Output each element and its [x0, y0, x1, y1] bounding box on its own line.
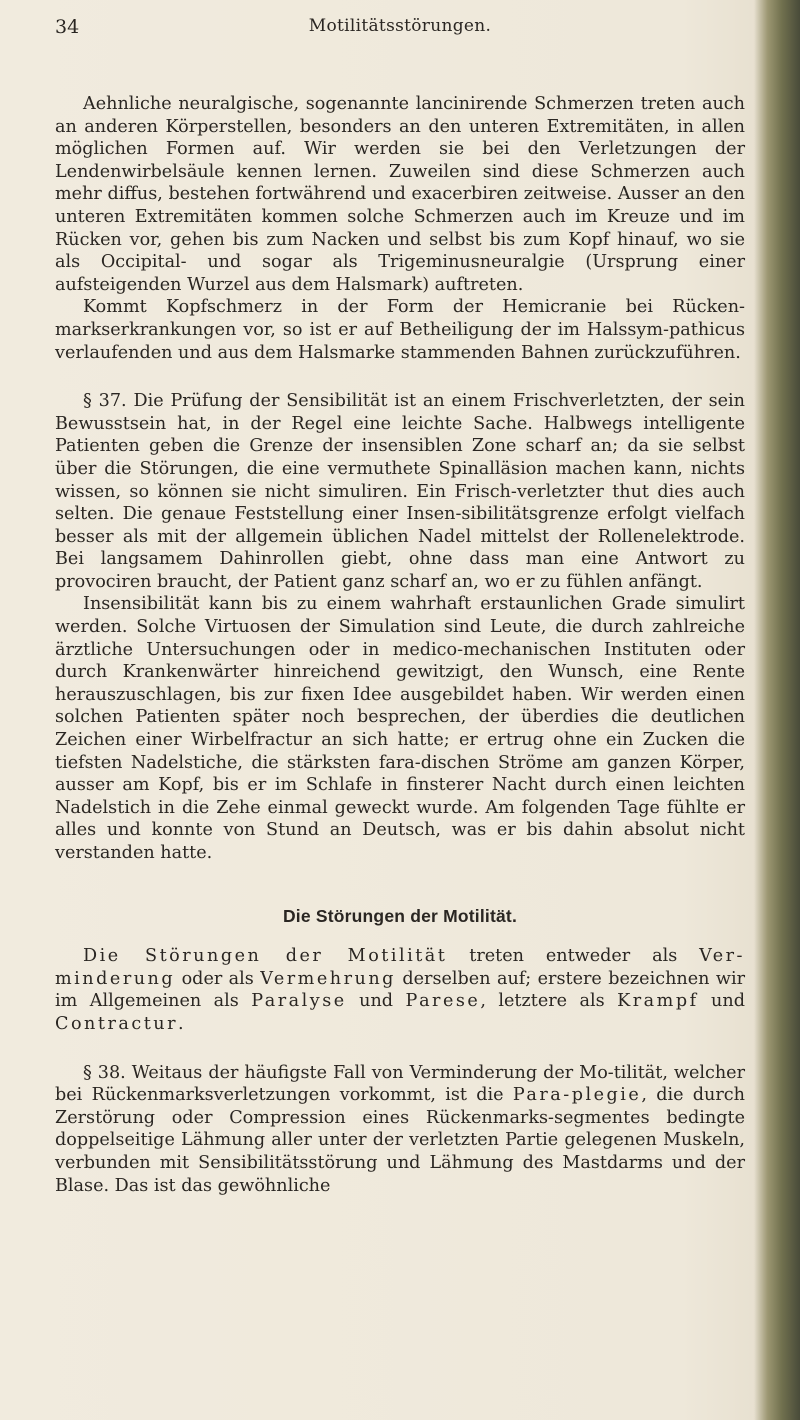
term-contractur: Contractur	[55, 1013, 179, 1034]
running-head	[55, 16, 745, 40]
paragraph-motility-disorders: Die Störungen der Motilität treten entweder als Ver-minderung oder als Vermehrung derselben auf; erstere bezeichnen wir im Allgemeinen als Paralyse und Parese, letztere als Krampf und Contractur.	[55, 946, 745, 1034]
page-binding-edge	[754, 0, 800, 1420]
section-heading: Die Störungen der Motilität.	[282, 905, 518, 926]
paragraph-section-38: § 38. Weitaus der häufigste Fall von Verminderung der Mo-tilität, welcher bei Rückenmarksverletzungen vorkommt, ist die Para-plegie, die durch Zerstörung oder Compression eines Rückenmarks-segmentes bedingte doppelseitige Lähmung aller unter der verletzten Partie gelegenen Muskeln, verbunden mit Sensibilitätsstörung und Lähmung des Mastdarms und der Blase. Das ist das gewöhnliche	[55, 1062, 745, 1196]
paragraph-simulation: Insensibilität kann bis zu einem wahrhaft erstaunlichen Grade simulirt werden. Solche Virtuosen der Simulation sind Leute, die durch zahlreiche ärztliche Untersuchungen oder in medico-mechanischen Instituten oder durch Krankenwärter hinreichend gewitzigt, den Wunsch, eine Rente herauszuschlagen, bis zur fixen Idee ausgebildet haben. Wir werden einen solchen Patienten später noch besprechen, der überdies die deutlichen Zeichen einer Wirbelfractur an sich hatte; er ertrug ohne ein Zucken die tiefsten Nadelstiche, die stärksten fara-dischen Ströme am ganzen Körper, ausser am Kopf, bis er im Schlafe in finsterer Nacht durch einen leichten Nadelstich in die Zehe einmal geweckt wurde. Am folgenden Tage fühlte er alles und konnte von Stund an Deutsch, was er bis dahin absolut nicht verstanden hatte.	[55, 594, 745, 863]
paragraph-neuralgic-pain: Aehnliche neuralgische, sogenannte lancinirende Schmerzen treten auch an anderen Körperstellen, besonders an den unteren Extremitäten, in allen möglichen Formen auf. Wir werden sie bei den Verletzungen der Lendenwirbelsäule kennen lernen. Zuweilen sind diese Schmerzen auch mehr diffus, bestehen fortwährend und exacerbiren zeitweise. Ausser an den unteren Extremitäten kommen solche Schmerzen auch im Kreuze und im Rücken vor, gehen bis zum Nacken und selbst bis zum Kopf hinauf, wo sie als Occipital- und sogar als Trigeminusneuralgie (Ursprung einer aufsteigenden Wurzel aus dem Halsmark) auftreten.	[55, 94, 745, 295]
term-krampf: Krampf	[617, 991, 699, 1012]
term-paralyse: Paralyse	[251, 991, 347, 1012]
body-text	[55, 93, 745, 1197]
term-paraplegie: Para-plegie	[512, 1085, 642, 1106]
term-motility-disorders: Die Störungen der Motilität	[83, 946, 448, 967]
running-title: Motilitätsstörungen.	[308, 16, 492, 36]
paragraph-headache: Kommt Kopfschmerz in der Form der Hemicranie bei Rücken-markserkrankungen vor, so ist er auf Betheiligung der im Halssym-pathicus verlaufenden und aus dem Halsmarke stammenden Bahnen zurückzuführen.	[55, 297, 745, 363]
term-verminderung: Ver-minderung	[55, 946, 745, 989]
term-vermehrung: Vermehrung	[260, 968, 396, 989]
page-number: 34	[55, 16, 80, 38]
paragraph-section-37: § 37. Die Prüfung der Sensibilität ist an einem Frischverletzten, der sein Bewusstsein hat, in der Regel eine leichte Sache. Halbwegs intelligente Patienten geben die Grenze der insensiblen Zone scharf an; da sie selbst über die Störungen, die eine vermuthete Spinalläsion machen kann, nichts wissen, so können sie nicht simuliren. Ein Frisch-verletzter thut dies auch selten. Die genaue Feststellung einer Insen-sibilitätsgrenze erfolgt vielfach besser als mit der allgemein üblichen Nadel mittelst der Rollenelektrode. Bei langsamem Dahinrollen giebt, ohne dass man eine Antwort zu provociren braucht, der Patient ganz scharf an, wo er zu fühlen anfängt.	[55, 391, 745, 592]
term-parese: Parese	[405, 991, 481, 1012]
